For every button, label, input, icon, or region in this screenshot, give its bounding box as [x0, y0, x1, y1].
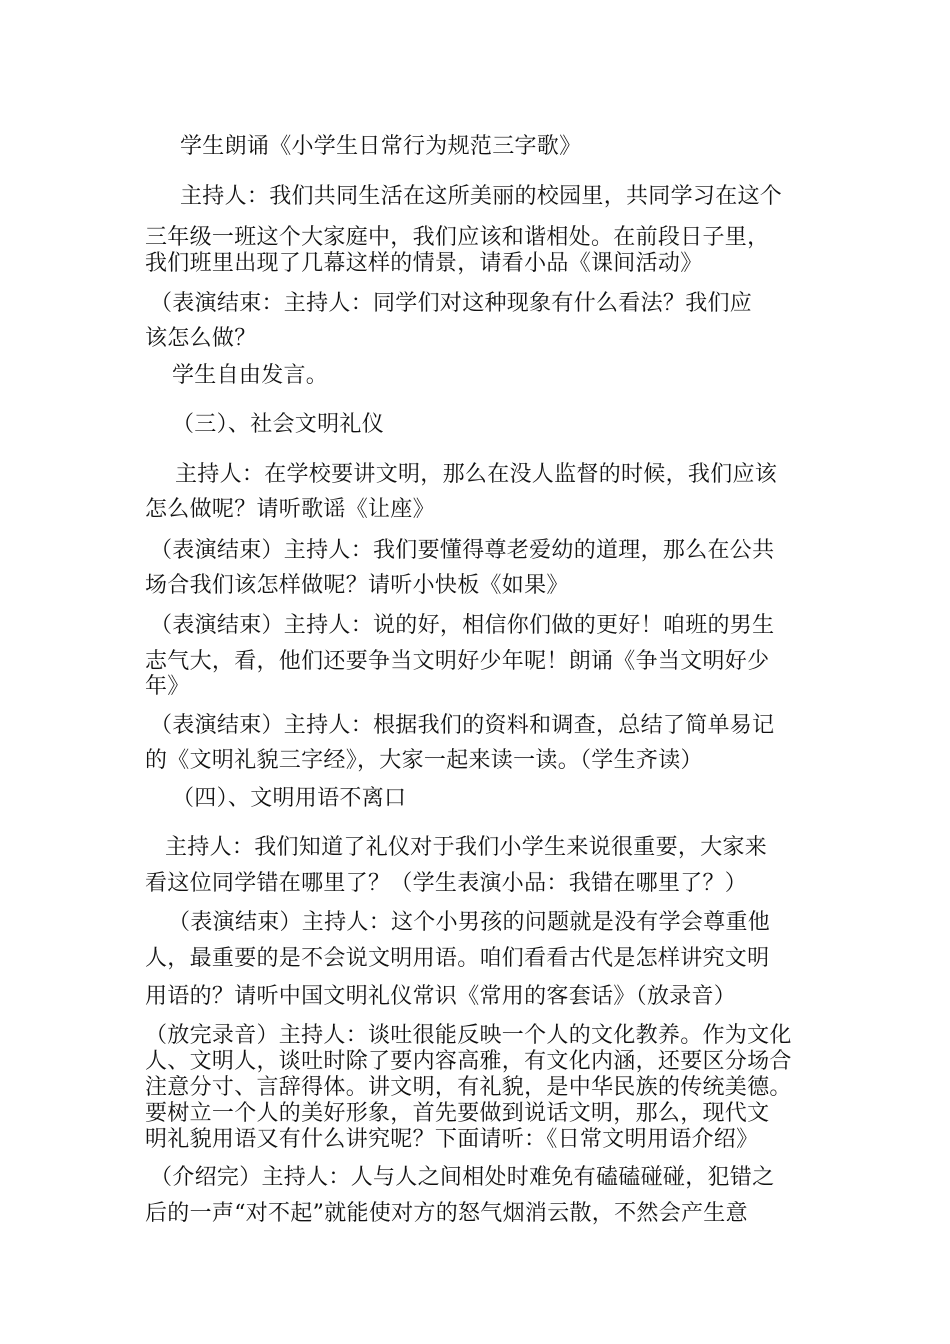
text-line: （表演结束：主持人：同学们对这种现象有什么看法？我们应: [150, 291, 753, 316]
text-line: 学生朗诵《小学生日常行为规范三字歌》: [180, 134, 582, 159]
text-line: 的《文明礼貌三字经》，大家一起来读一读。（学生齐读）: [145, 748, 703, 773]
text-line: 明礼貌用语又有什么讲究呢？下面请听：《日常文明用语介绍》: [145, 1127, 759, 1152]
text-line: 用语的？请听中国文明礼仪常识《常用的客套话》（放录音）: [145, 984, 737, 1009]
text-line: （表演结束）主持人：根据我们的资料和调查，总结了简单易记: [150, 713, 775, 738]
text-line: 主持人：在学校要讲文明，那么在没人监督的时候，我们应该: [175, 462, 778, 487]
text-line: 该怎么做？: [145, 326, 257, 351]
section-heading: （四）、文明用语不离口: [172, 786, 407, 811]
text-line: 年》: [145, 674, 190, 699]
text-line: （表演结束）主持人：这个小男孩的问题就是没有学会尊重他: [168, 910, 771, 935]
text-line: （表演结束）主持人：说的好，相信你们做的更好！咱班的男生: [150, 613, 775, 638]
text-line: （放完录音）主持人：谈吐很能反映一个人的文化教养。作为文化: [145, 1023, 792, 1048]
section-heading: （三）、社会文明礼仪: [172, 412, 385, 437]
text-line: 学生自由发言。: [172, 363, 329, 388]
text-line: 看这位同学错在哪里了？（学生表演小品：我错在哪里了？）: [145, 871, 748, 896]
text-line: 我们班里出现了几幕这样的情景，请看小品《课间活动》: [145, 251, 703, 276]
text-line: （介绍完）主持人：人与人之间相处时难免有磕磕碰碰，犯错之: [150, 1165, 775, 1190]
text-line: 后的一声“对不起”就能使对方的怒气烟消云散，不然会产生意: [145, 1201, 748, 1226]
text-line: 要树立一个人的美好形象，首先要做到说话文明，那么，现代文: [145, 1101, 770, 1126]
text-line: 怎么做呢？请听歌谣《让座》: [145, 497, 435, 522]
text-line: （表演结束）主持人：我们要懂得尊老爱幼的道理，那么在公共: [150, 538, 775, 563]
text-line: 人，最重要的是不会说文明用语。咱们看看古代是怎样讲究文明: [145, 946, 770, 971]
text-line: 场合我们该怎样做呢？请听小快板《如果》: [145, 573, 569, 598]
text-line: 注意分寸、言辞得体。讲文明，有礼貌，是中华民族的传统美德。: [145, 1075, 792, 1100]
text-line: 人、文明人，谈吐时除了要内容高雅，有文化内涵，还要区分场合: [145, 1049, 792, 1074]
text-line: 志气大，看，他们还要争当文明好少年呢！朗诵《争当文明好少: [145, 649, 770, 674]
text-line: 主持人：我们知道了礼仪对于我们小学生来说很重要，大家来: [165, 835, 768, 860]
text-line: 三年级一班这个大家庭中，我们应该和谐相处。在前段日子里，: [145, 225, 770, 250]
text-line: 主持人：我们共同生活在这所美丽的校园里，共同学习在这个: [180, 184, 783, 209]
